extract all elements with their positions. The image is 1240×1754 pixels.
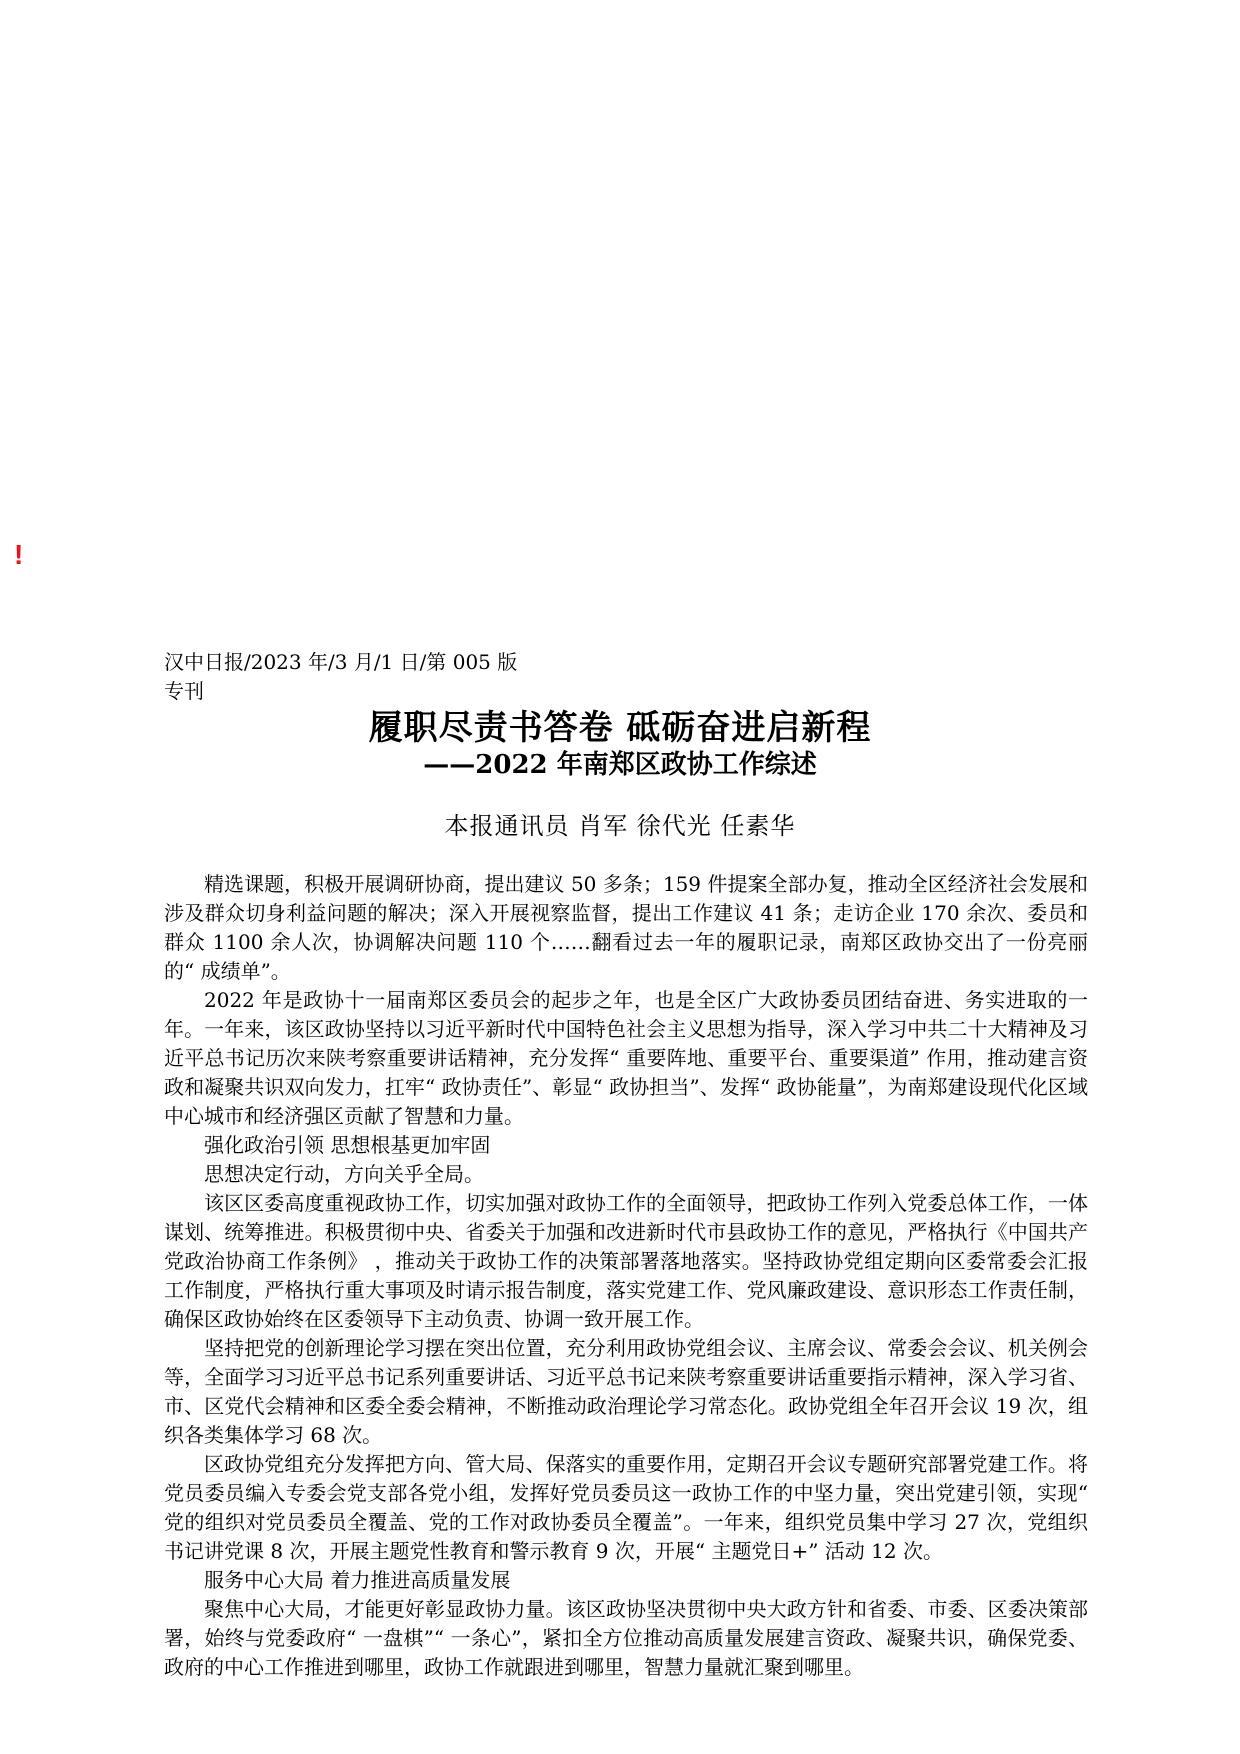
paragraph-intro: 精选课题，积极开展调研协商，提出建议 50 多条；159 件提案全部办复，推动全区经济社会发展和涉及群众切身利益问题的解决；深入开展视察监督，提出工作建议 41 条；走访企业 170 余次、委员和群众 1100 余人次，协调解决问题 110 个……翻看过去一年的履职记录，南郑区政协交出了一份亮丽的“ 成绩单”。 [164, 872, 1088, 983]
section-heading-political-guidance: 强化政治引领 思想根基更加牢固 [204, 1133, 491, 1157]
section-heading-serve-central-tasks: 服务中心大局 着力推进高质量发展 [204, 1568, 511, 1592]
article-title: 履职尽责书答卷 砥砺奋进启新程 [368, 708, 872, 748]
article-body [164, 870, 1088, 1682]
newspaper-source-line: 汉中日报/2023 年/3 月/1 日/第 005 版专刊 [164, 650, 518, 703]
paragraph: 坚持把党的创新理论学习摆在突出位置，充分利用政协党组会议、主席会议、常委会会议、机关例会等，全面学习习近平总书记系列重要讲话、习近平总书记来陕考察重要讲话重要指示精神，深入学习省、市、区党代会精神和区委全委会精神，不断推动政治理论学习常态化。政协党组全年召开会议 19 次，组织各类集体学习 68 次。 [164, 1336, 1088, 1447]
red-exclamation-mark: ! [14, 539, 24, 570]
article-subtitle: ——2022 年南郑区政协工作综述 [423, 750, 817, 780]
paragraph: 该区区委高度重视政协工作，切实加强对政协工作的全面领导，把政协工作列入党委总体工作，一体谋划、统筹推进。积极贯彻中央、省委关于加强和改进新时代市县政协工作的意见，严格执行《中国共产党政治协商工作条例》 ，推动关于政协工作的决策部署落地落实。坚持政协党组定期向区委常委会汇报工作制度，严格执行重大事项及时请示报告制度，落实党建工作、党风廉政建设、意识形态工作责任制，确保区政协始终在区委领导下主动负责、协调一致开展工作。 [164, 1191, 1088, 1331]
article-byline: 本报通讯员 肖军 徐代光 任素华 [444, 812, 796, 840]
paragraph-overview: 2022 年是政协十一届南郑区委员会的起步之年，也是全区广大政协委员团结奋进、务实进取的一年。一年来，该区政协坚持以习近平新时代中国特色社会主义思想为指导，深入学习中共二十大精神及习近平总书记历次来陕考察重要讲话精神，充分发挥“ 重要阵地、重要平台、重要渠道” 作用，推动建言资政和凝聚共识双向发力，扛牢“ 政协责任”、彰显“ 政协担当”、发挥“ 政协能量”，为南郑建设现代化区域中心城市和经济强区贡献了智慧和力量。 [164, 988, 1088, 1128]
paragraph: 聚焦中心大局，才能更好彰显政协力量。该区政协坚决贯彻中央大政方针和省委、市委、区委决策部署，始终与党委政府“ 一盘棋”“ 一条心”，紧扣全方位推动高质量发展建言资政、凝聚共识，确保党委、政府的中心工作推进到哪里，政协工作就跟进到哪里，智慧力量就汇聚到哪里。 [164, 1597, 1088, 1679]
paragraph: 区政协党组充分发挥把方向、管大局、保落实的重要作用，定期召开会议专题研究部署党建工作。将党员委员编入专委会党支部各党小组，发挥好党员委员这一政协工作的中坚力量，突出党建引领，实现“ 党的组织对党员委员全覆盖、党的工作对政协委员全覆盖”。一年来，组织党员集中学习 27 次，党组织书记讲党课 8 次，开展主题党性教育和警示教育 9 次，开展“ 主题党日+” 活动 12 次。 [164, 1452, 1088, 1563]
paragraph: 思想决定行动，方向关乎全局。 [204, 1162, 484, 1186]
